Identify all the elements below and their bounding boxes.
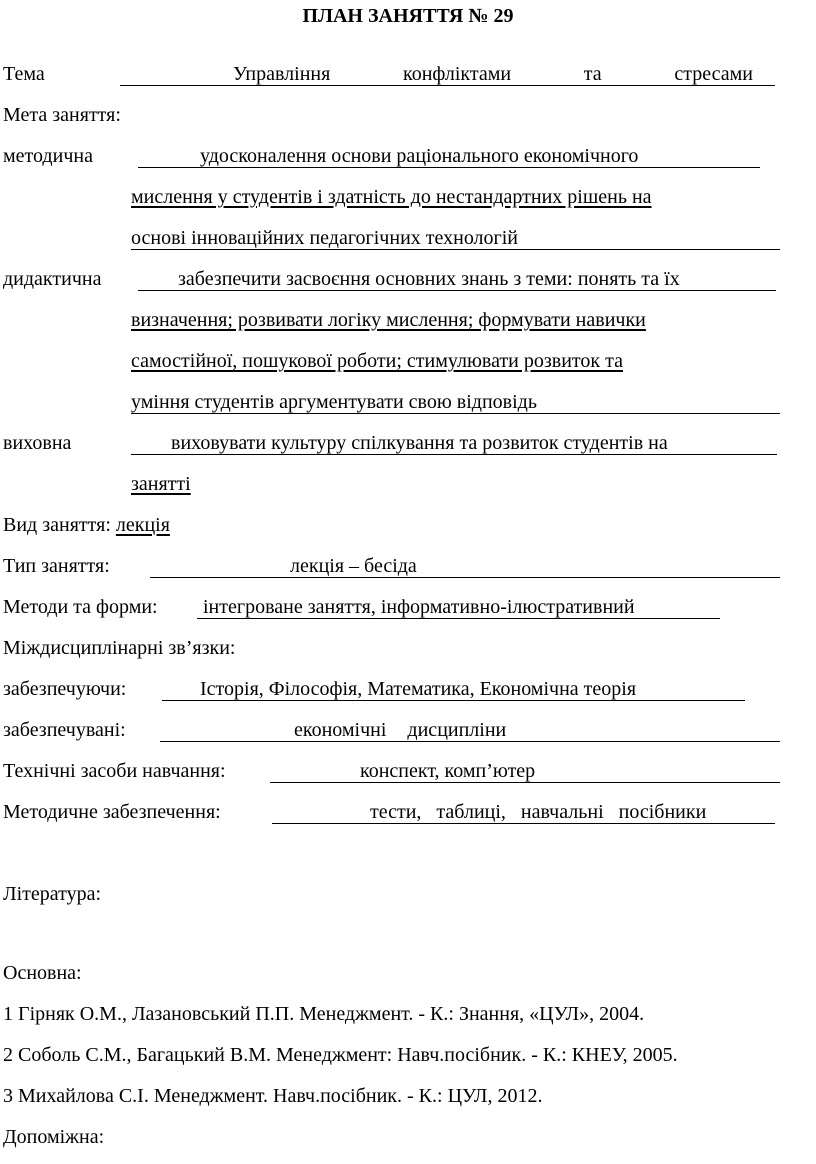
educational-label: виховна	[3, 432, 72, 454]
lesson-kind-row	[3, 513, 170, 537]
tech-means-value: конспект, комп’ютер	[270, 759, 780, 783]
topic-value	[120, 62, 775, 86]
topic-label: Тема	[3, 63, 45, 85]
goal-label: Мета заняття:	[3, 104, 121, 126]
lesson-type-value: лекція – бесіда	[150, 554, 780, 578]
providing-value: Історія, Філософія, Математика, Економічна теорія	[162, 677, 745, 701]
didactic-line: забезпечити засвоєння основних знань з теми: понять та їх	[138, 267, 776, 291]
page-title: ПЛАН ЗАНЯТТЯ № 29	[302, 5, 514, 27]
tech-means-label: Технічні засоби навчання:	[3, 760, 226, 782]
didactic-line: визначення; розвивати логіку мислення; формувати навички	[131, 309, 646, 331]
provided-label: забезпечувані:	[3, 719, 126, 741]
didactic-line: уміння студентів аргументувати свою відповідь	[131, 390, 780, 414]
methodical-line: удосконалення основи раціонального економічного	[138, 144, 760, 168]
methodical-line: мислення у студентів і здатність до нестандартних рішень на	[131, 186, 652, 208]
topic-word: конфліктами	[403, 63, 512, 85]
topic-word: та	[583, 63, 602, 85]
methodical-label: методична	[3, 145, 93, 167]
lesson-kind-value: лекція	[115, 514, 170, 536]
reference-item: 1 Гірняк О.М., Лазановський П.П. Менеджмент. - К.: Знання, «ЦУЛ», 2004.	[3, 1003, 645, 1025]
provided-value: економічні дисципліни	[160, 718, 780, 742]
reference-item: 2 Соболь С.М., Багацький В.М. Менеджмент: Навч.посібник. - К.: КНЕУ, 2005.	[3, 1044, 678, 1066]
method-support-value: тести, таблиці, навчальні посібники	[272, 800, 775, 824]
lesson-kind-label: Вид заняття:	[3, 514, 111, 536]
didactic-line: самостійної, пошукової роботи; стимулювати розвиток та	[131, 350, 623, 372]
educational-line: виховувати культуру спілкування та розвиток студентів на	[131, 431, 777, 455]
method-support-label: Методичне забезпечення:	[3, 801, 221, 823]
topic-word: стресами	[674, 63, 753, 85]
educational-line: занятті	[131, 473, 191, 495]
lesson-type-label: Тип заняття:	[3, 555, 110, 577]
literature-label: Література:	[3, 883, 102, 905]
reference-item: 3 Михайлова С.І. Менеджмент. Навч.посібник. - К.: ЦУЛ, 2012.	[3, 1085, 543, 1107]
methodical-line: основі інноваційних педагогічних технологій	[131, 226, 780, 250]
didactic-label: дидактична	[3, 268, 102, 290]
methods-label: Методи та форми:	[3, 596, 158, 618]
interdisciplinary-label: Міждисциплінарні зв’язки:	[3, 637, 236, 659]
topic-word: Управління	[233, 63, 331, 85]
methods-value: інтегроване заняття, інформативно-ілюстративний	[197, 595, 720, 619]
providing-label: забезпечуючи:	[3, 678, 127, 700]
auxiliary-literature-label: Допоміжна:	[3, 1126, 105, 1148]
main-literature-label: Основна:	[3, 962, 82, 984]
